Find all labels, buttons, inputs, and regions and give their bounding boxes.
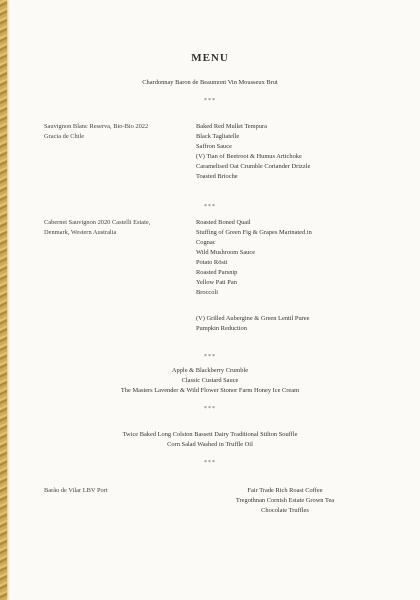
- course2-veg: [196, 314, 376, 334]
- dish-item: Roasted Boned Quail: [196, 219, 251, 226]
- dessert-item: Apple & Blackberry Crumble: [171, 367, 249, 374]
- dessert-item: Classic Custard Sauce: [181, 377, 239, 384]
- separator-1: ***: [204, 98, 216, 104]
- gold-cord-decoration: [0, 0, 7, 600]
- aperitif-line: Chardonnay Baron de Beaumont Vin Mousseux Brut: [142, 79, 278, 86]
- dish-item: Yellow Pati Pan: [196, 279, 237, 286]
- course1-wine: [44, 122, 194, 142]
- course1-wine-line: Sauvignon Blanc Reserva, Bio-Bio 2022: [44, 123, 149, 130]
- dish-item: Stuffing of Green Fig & Grapes Marinated in: [196, 229, 312, 236]
- coffee-block: [220, 486, 350, 516]
- coffee-item: Fair Trade Rich Roast Coffee: [247, 487, 323, 494]
- port-line: Barão de Vilar LBV Port: [44, 487, 108, 494]
- dessert-item: The Masters Lavender & Wild Flower Stonor Farm Honey Ice Cream: [120, 387, 300, 394]
- dish-item: Toasted Brioche: [196, 173, 238, 180]
- dish-item: (V) Grilled Aubergine & Green Lentil Puree: [196, 315, 310, 322]
- cheese-block: [0, 430, 420, 450]
- course2-wine-line: Cabernet Sauvignon 2020 Castelli Estate,: [44, 219, 151, 226]
- cheese-item: Twice Baked Long Colston Bassett Dairy Traditional Stilton Souffle: [122, 431, 298, 438]
- dish-item: Wild Mushroom Sauce: [196, 249, 256, 256]
- course1-wine-line: Gracia de Chile: [44, 133, 85, 140]
- dish-item: Potato Rösti: [196, 259, 228, 266]
- dish-item: Cognac: [196, 239, 216, 246]
- dish-item: Black Tagliatelle: [196, 133, 240, 140]
- separator-5: ***: [204, 460, 216, 466]
- coffee-item: Tregothnan Cornish Estate Grown Tea: [235, 497, 335, 504]
- menu-title: MENU: [191, 52, 229, 64]
- coffee-item: Chocolate Truffles: [261, 507, 309, 514]
- separator-2: ***: [204, 204, 216, 210]
- dish-item: Baked Red Mullet Tempura: [196, 123, 267, 130]
- course2-wine-line: Denmark, Western Australia: [44, 229, 117, 236]
- dessert-block: [0, 366, 420, 396]
- course1-dishes: [196, 122, 376, 182]
- course2-dishes: [196, 218, 376, 298]
- separator-3: ***: [204, 354, 216, 360]
- cheese-item: Corn Salad Washed in Truffle Oil: [167, 441, 253, 448]
- dish-item: Saffron Sauce: [196, 143, 232, 150]
- course2-wine: [44, 218, 194, 238]
- separator-4: ***: [204, 406, 216, 412]
- dish-item: Pumpkin Reduction: [196, 325, 247, 332]
- dish-item: (V) Tian of Beetroot & Humus Artichoke: [196, 153, 302, 160]
- dish-item: Caramelised Oat Crumble Coriander Drizzle: [196, 163, 311, 170]
- dish-item: Roasted Parsnip: [196, 269, 238, 276]
- dish-item: Broccoli: [196, 289, 219, 296]
